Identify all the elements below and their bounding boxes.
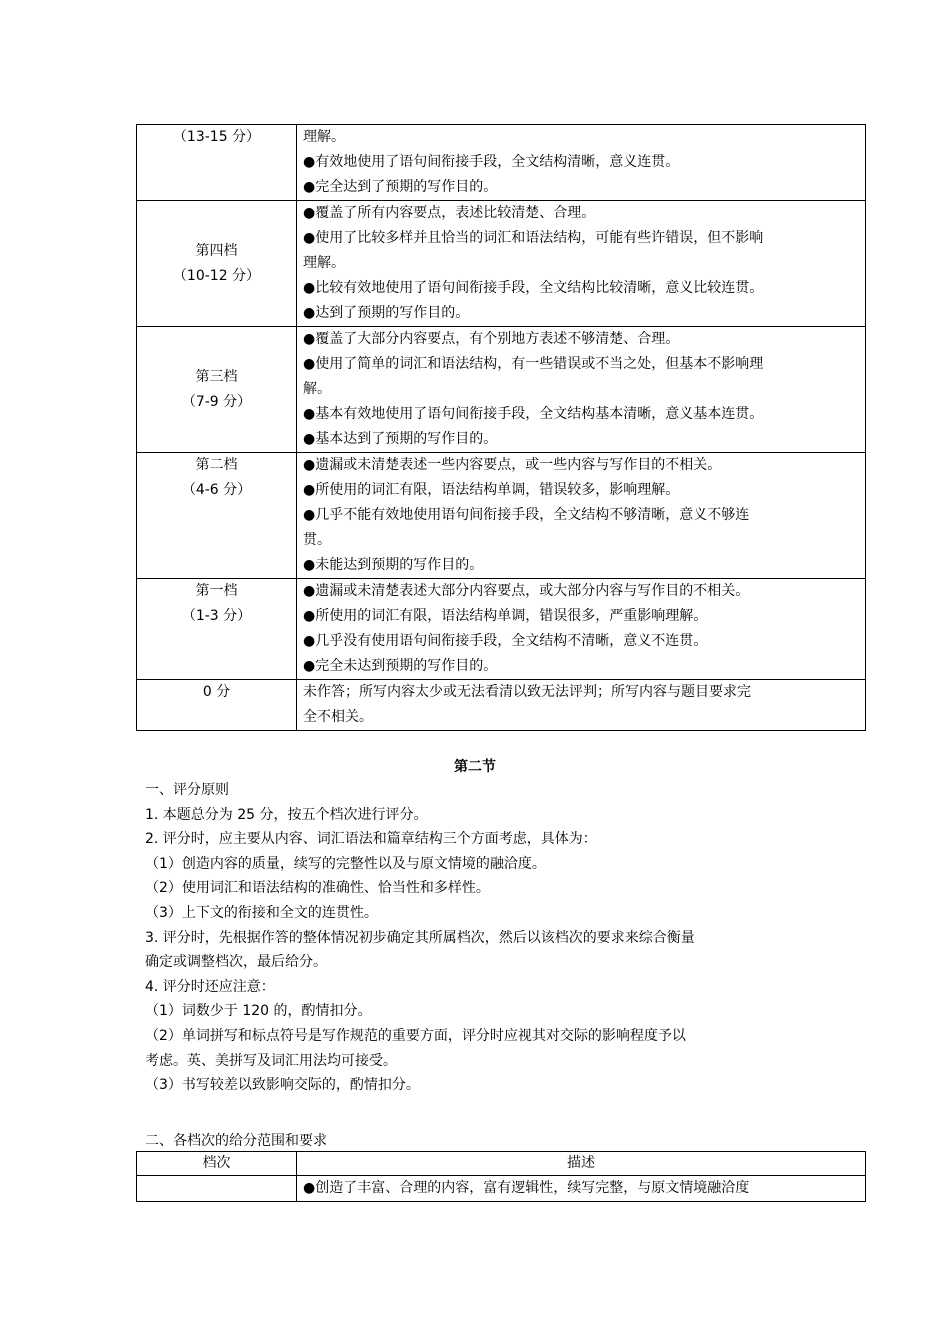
- level-cell: [137, 201, 297, 327]
- scoring-table-1: [136, 124, 866, 731]
- table-row: [137, 680, 866, 731]
- level-label: （7-9 分）: [181, 393, 252, 410]
- level-label: 第二档: [195, 457, 238, 473]
- description-line: ●遗漏或未清楚表述大部分内容要点，或大部分内容与写作目的不相关。: [303, 583, 750, 599]
- principle-line: （2）使用词汇和语法结构的准确性、恰当性和多样性。: [145, 880, 490, 897]
- level-label: （1-3 分）: [181, 608, 252, 624]
- table-row: [137, 125, 866, 201]
- level-cell: [137, 327, 297, 453]
- description-line: ●创造了丰富、合理的内容，富有逻辑性，续写完整，与原文情境融洽度: [303, 1180, 750, 1196]
- table-row: [137, 453, 866, 579]
- principle-line: 4. 评分时还应注意：: [145, 978, 275, 995]
- table-row: [137, 327, 866, 453]
- description-line: ●所使用的词汇有限，语法结构单调，错误很多，严重影响理解。: [303, 608, 708, 624]
- description-line: ●使用了比较多样并且恰当的词汇和语法结构，可能有些许错误，但不影响: [303, 230, 764, 246]
- description-cell: [297, 680, 866, 731]
- principle-line: （3）书写较差以致影响交际的，酌情扣分。: [145, 1077, 420, 1094]
- description-line: ●几乎不能有效地使用语句间衔接手段，全文结构不够清晰，意义不够连: [303, 507, 750, 523]
- description-cell: [297, 579, 866, 680]
- principle-line: 2. 评分时，应主要从内容、词汇语法和篇章结构三个方面考虑，具体为：: [145, 831, 597, 848]
- table-row: [137, 1176, 866, 1202]
- level-cell: [137, 1176, 297, 1202]
- description-line: ●达到了预期的写作目的。: [303, 305, 470, 321]
- description-line: 理解。: [303, 255, 345, 271]
- table-header-row: [137, 1152, 866, 1176]
- level-label: （13-15 分）: [172, 129, 261, 145]
- principle-line: 1. 本题总分为 25 分，按五个档次进行评分。: [145, 806, 428, 823]
- description-line: ●使用了简单的词汇和语法结构，有一些错误或不当之处，但基本不影响理: [303, 356, 764, 372]
- description-line: ●完全达到了预期的写作目的。: [303, 179, 498, 195]
- description-line: ●几乎没有使用语句间衔接手段，全文结构不清晰，意义不连贯。: [303, 633, 708, 649]
- level-label: （4-6 分）: [181, 482, 252, 498]
- header-description: 描述: [297, 1152, 866, 1176]
- description-cell: [297, 453, 866, 579]
- principle-line: 确定或调整档次，最后给分。: [145, 954, 327, 971]
- description-line: ●覆盖了所有内容要点，表述比较清楚、合理。: [303, 205, 596, 221]
- description-line: ●未能达到预期的写作目的。: [303, 557, 484, 573]
- level-cell: [137, 453, 297, 579]
- subheading-levels: 二、各档次的给分范围和要求: [145, 1133, 327, 1149]
- level-label: 第四档: [195, 242, 238, 259]
- section-title: 第二节: [454, 759, 496, 775]
- description-line: ●基本有效地使用了语句间衔接手段，全文结构基本清晰，意义基本连贯。: [303, 406, 764, 422]
- description-line: ●比较有效地使用了语句间衔接手段，全文结构比较清晰，意义比较连贯。: [303, 280, 764, 296]
- description-line: 解。: [303, 381, 331, 397]
- description-line: ●所使用的词汇有限，语法结构单调，错误较多，影响理解。: [303, 482, 680, 498]
- description-line: ●有效地使用了语句间衔接手段，全文结构清晰，意义连贯。: [303, 154, 680, 170]
- principle-line: 3. 评分时，先根据作答的整体情况初步确定其所属档次，然后以该档次的要求来综合衡量: [145, 929, 695, 946]
- header-level: 档次: [137, 1152, 297, 1176]
- description-line: ●基本达到了预期的写作目的。: [303, 431, 498, 447]
- principle-line: （1）创造内容的质量，续写的完整性以及与原文情境的融洽度。: [145, 855, 546, 872]
- description-cell: [297, 201, 866, 327]
- principle-line: （3）上下文的衔接和全文的连贯性。: [145, 904, 378, 921]
- principle-line: 考虑。英、美拼写及词汇用法均可接受。: [145, 1052, 397, 1069]
- level-cell: [137, 125, 297, 201]
- principle-line: （1）词数少于 120 的，酌情扣分。: [145, 1003, 372, 1020]
- principle-line: 一、评分原则: [145, 782, 229, 798]
- description-line: 理解。: [303, 129, 345, 145]
- table-row: [137, 579, 866, 680]
- description-line: ●遗漏或未清楚表述一些内容要点，或一些内容与写作目的不相关。: [303, 457, 722, 473]
- level-label: 第一档: [195, 583, 238, 599]
- level-label: （10-12 分）: [172, 267, 261, 284]
- description-line: 贯。: [303, 532, 331, 548]
- description-line: 全不相关。: [303, 709, 373, 725]
- table-row: [137, 201, 866, 327]
- principle-line: （2）单词拼写和标点符号是写作规范的重要方面，评分时应视其对交际的影响程度予以: [145, 1027, 686, 1044]
- level-cell: [137, 579, 297, 680]
- description-line: ●完全未达到预期的写作目的。: [303, 658, 498, 674]
- description-cell: [297, 125, 866, 201]
- level-label: 第三档: [195, 368, 238, 385]
- scoring-principles: [145, 778, 845, 1098]
- level-label: 0 分: [202, 684, 231, 700]
- description-line: 未作答；所写内容太少或无法看清以致无法评判；所写内容与题目要求完: [303, 684, 751, 700]
- description-line: ●覆盖了大部分内容要点，有个别地方表述不够清楚、合理。: [303, 331, 680, 347]
- description-cell: [297, 327, 866, 453]
- scoring-table-2: [136, 1151, 866, 1202]
- description-cell: [297, 1176, 866, 1202]
- level-cell: [137, 680, 297, 731]
